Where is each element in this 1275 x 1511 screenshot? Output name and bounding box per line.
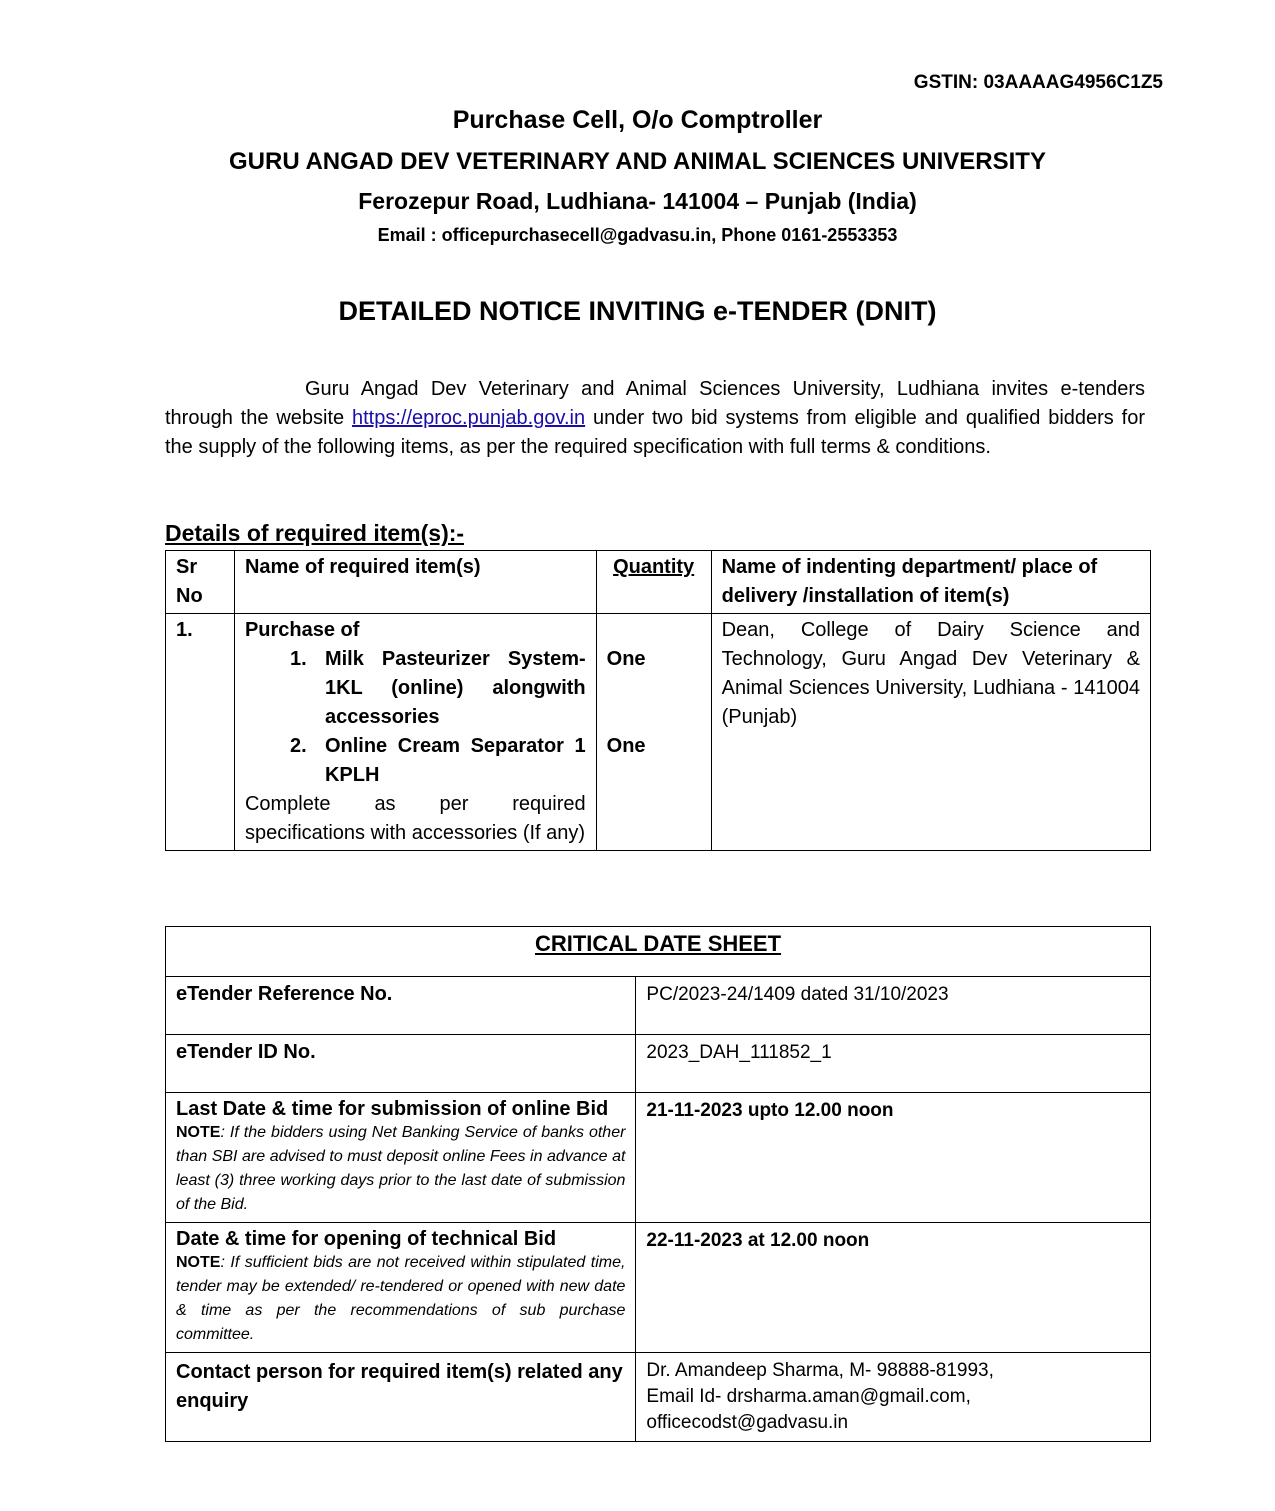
header-address: Ferozepur Road, Ludhiana- 141004 – Punjab (India) bbox=[358, 188, 917, 214]
header-university: GURU ANGAD DEV VETERINARY AND ANIMAL SCIENCES UNIVERSITY bbox=[229, 148, 1046, 175]
gstin-number: GSTIN: 03AAAAG4956C1Z5 bbox=[913, 72, 1163, 93]
date-label: Date & time for opening of technical Bid bbox=[176, 1228, 557, 1250]
note-label: NOTE bbox=[176, 1124, 221, 1141]
items-table bbox=[165, 550, 1151, 851]
contact-value bbox=[636, 1353, 1151, 1442]
contact-line: Dr. Amandeep Sharma, M- 98888-81993, bbox=[646, 1360, 994, 1381]
row-item-names bbox=[234, 614, 596, 851]
date-value: 21-11-2023 upto 12.00 noon bbox=[636, 1093, 1151, 1223]
quantity-value: One bbox=[606, 648, 646, 670]
date-label: eTender Reference No. bbox=[166, 977, 636, 1035]
contact-line: Email Id- drsharma.aman@gmail.com, bbox=[646, 1386, 971, 1407]
intro-text-2: under two bid systems from eligible and qualified bidders for the supply of the following items, as per the required specification with full terms & conditions. bbox=[165, 407, 1145, 458]
eproc-link[interactable]: https://eproc.punjab.gov.in bbox=[352, 407, 586, 429]
intro-text-1: Guru Angad Dev Veterinary and Animal Sciences University, Ludhiana invites e-tenders through the website bbox=[165, 378, 1145, 429]
note-body: : If sufficient bids are not received within stipulated time, tender may be extended/ re-tendered or opened with new date & time as per the recommendations of sub purchase committee. bbox=[176, 1254, 626, 1343]
date-label: eTender ID No. bbox=[166, 1035, 636, 1093]
intro-paragraph bbox=[165, 375, 1145, 462]
date-label: Contact person for required item(s) related any enquiry bbox=[166, 1353, 636, 1442]
list-item bbox=[290, 645, 586, 732]
col-item-name: Name of required item(s) bbox=[234, 551, 596, 614]
row-sr-no: 1. bbox=[166, 614, 235, 851]
date-label: Last Date & time for submission of online Bid bbox=[176, 1098, 609, 1120]
note-label: NOTE bbox=[176, 1254, 221, 1271]
critical-date-heading: CRITICAL DATE SHEET bbox=[166, 927, 1151, 977]
table-row bbox=[166, 977, 1151, 1035]
date-label-cell bbox=[166, 1223, 636, 1353]
date-value: 22-11-2023 at 12.00 noon bbox=[636, 1223, 1151, 1353]
col-sr-no: Sr No bbox=[166, 551, 235, 614]
table-row bbox=[166, 1223, 1151, 1353]
contact-line: officecodst@gadvasu.in bbox=[646, 1412, 849, 1433]
header-contact: Email : officepurchasecell@gadvasu.in, Phone 0161-2553353 bbox=[377, 225, 898, 245]
table-row bbox=[166, 1353, 1151, 1442]
col-quantity: Quantity bbox=[596, 551, 711, 614]
items-section-heading: Details of required item(s):- bbox=[165, 520, 465, 546]
item-footer-note: Complete as per required specifications with accessories (If any) bbox=[244, 793, 586, 844]
table-row bbox=[166, 1035, 1151, 1093]
note-text bbox=[176, 1251, 625, 1347]
item-list bbox=[245, 645, 586, 790]
item-number: 1. bbox=[289, 648, 307, 670]
row-department: Dean, College of Dairy Science and Technology, Guru Angad Dev Veterinary & Animal Sciences University, Ludhiana - 141004 (Punjab) bbox=[711, 614, 1150, 851]
item-number: 2. bbox=[289, 735, 307, 757]
quantity-value: One bbox=[606, 735, 646, 757]
col-department: Name of indenting department/ place of delivery /installation of item(s) bbox=[711, 551, 1150, 614]
purchase-of-label: Purchase of bbox=[244, 619, 360, 641]
date-value: 2023_DAH_111852_1 bbox=[636, 1035, 1151, 1093]
critical-date-sheet bbox=[165, 926, 1151, 1442]
table-row bbox=[166, 614, 1151, 851]
list-item bbox=[290, 732, 586, 790]
items-table-header bbox=[166, 551, 1151, 614]
row-quantities bbox=[596, 614, 711, 851]
date-label-cell bbox=[166, 1093, 636, 1223]
document-title: DETAILED NOTICE INVITING e-TENDER (DNIT) bbox=[338, 296, 937, 326]
note-body: : If the bidders using Net Banking Service of banks other than SBI are advised to must deposit online Fees in advance at least (3) three working days prior to the last date of submission of the Bid. bbox=[176, 1124, 626, 1213]
item-text: Milk Pasteurizer System-1KL (online) alongwith accessories bbox=[324, 648, 586, 728]
note-text bbox=[176, 1121, 625, 1217]
header-office: Purchase Cell, O/o Comptroller bbox=[452, 106, 823, 134]
table-row bbox=[166, 1093, 1151, 1223]
item-text: Online Cream Separator 1 KPLH bbox=[324, 735, 586, 786]
date-value: PC/2023-24/1409 dated 31/10/2023 bbox=[636, 977, 1151, 1035]
